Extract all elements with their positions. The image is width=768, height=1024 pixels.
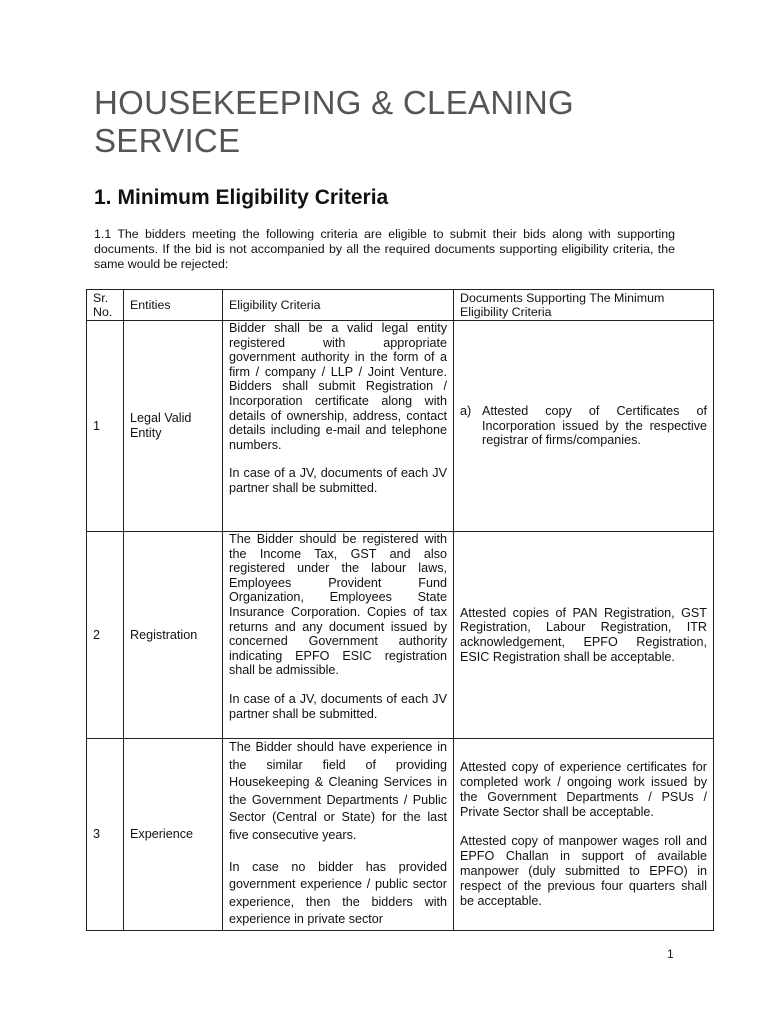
cell-entity: Legal Valid Entity <box>124 321 223 532</box>
documents-text: Attested copy of experience certificates for completed work / ongoing work issued by the Government Departments / PSUs / Private Sector shall be acceptable. <box>460 759 707 819</box>
cell-sr: 1 <box>87 321 124 532</box>
cell-sr: 2 <box>87 532 124 739</box>
documents-list-item <box>460 404 707 448</box>
section-number: 1. <box>94 186 112 209</box>
table-header-row <box>87 290 714 321</box>
header-documents: Documents Supporting The Minimum Eligibility Criteria <box>454 290 714 321</box>
page-number: 1 <box>667 947 674 961</box>
criteria-jv-note: In case of a JV, documents of each JV partner shall be submitted. <box>229 466 447 495</box>
cell-documents <box>454 532 714 739</box>
documents-text: Attested copies of PAN Registration, GST Registration, Labour Registration, ITR acknowledgement, EPFO Registration, ESIC Registration shall be acceptable. <box>460 605 707 664</box>
cell-documents <box>454 739 714 931</box>
header-entities: Entities <box>124 290 223 321</box>
intro-paragraph: 1.1 The bidders meeting the following criteria are eligible to submit their bids along with supporting documents. If the bid is not accompanied by all the required documents supporting eligibility criteria, the same would be rejected: <box>94 227 675 271</box>
table-row <box>87 739 714 931</box>
criteria-private-sector-note: In case no bidder has provided government experience / public sector experience, then the bidders with experience in private sector <box>229 859 447 927</box>
criteria-text: The Bidder should be registered with the Income Tax, GST and also registered under the labour laws, Employees Provident Fund Organization, Employees State Insurance Corporation. Copies of tax returns and any document issued by concerned Government authority indicating EPFO ESIC registration shall be admissible. <box>229 532 447 678</box>
cell-criteria <box>223 321 454 532</box>
criteria-text: The Bidder should have experience in the similar field of providing Housekeeping & Cleaning Services in the Government Departments / Public Sector (Central or State) for the last five consecutive years. <box>229 740 447 842</box>
header-sr-no: Sr. No. <box>87 290 124 321</box>
criteria-jv-note: In case of a JV, documents of each JV partner shall be submitted. <box>229 691 447 721</box>
table-row <box>87 532 714 739</box>
cell-entity: Registration <box>124 532 223 739</box>
section-heading <box>94 186 388 210</box>
section-title: Minimum Eligibility Criteria <box>117 186 389 209</box>
eligibility-table <box>86 289 714 931</box>
list-label: a) <box>460 404 472 419</box>
table-row <box>87 321 714 532</box>
cell-entity: Experience <box>124 739 223 931</box>
cell-criteria <box>223 532 454 739</box>
criteria-text: Bidder shall be a valid legal entity registered with appropriate government authority in the form of a firm / company / LLP / Joint Venture. Bidders shall submit Registration / Incorporation certificate along with details of ownership, address, contact details including e-mail and telephone numbers. <box>229 321 447 452</box>
documents-text: Attested copy of Certificates of Incorporation issued by the respective registrar of firms/companies. <box>482 404 707 448</box>
header-eligibility-criteria: Eligibility Criteria <box>223 290 454 321</box>
documents-text-wages: Attested copy of manpower wages roll and EPFO Challan in support of available manpower (duly submitted to EPFO) in respect of the previous four quarters shall be acceptable. <box>460 833 707 908</box>
cell-sr: 3 <box>87 739 124 931</box>
document-title: HOUSEKEEPING & CLEANING SERVICE <box>94 84 575 159</box>
cell-criteria <box>223 739 454 931</box>
cell-documents <box>454 321 714 532</box>
